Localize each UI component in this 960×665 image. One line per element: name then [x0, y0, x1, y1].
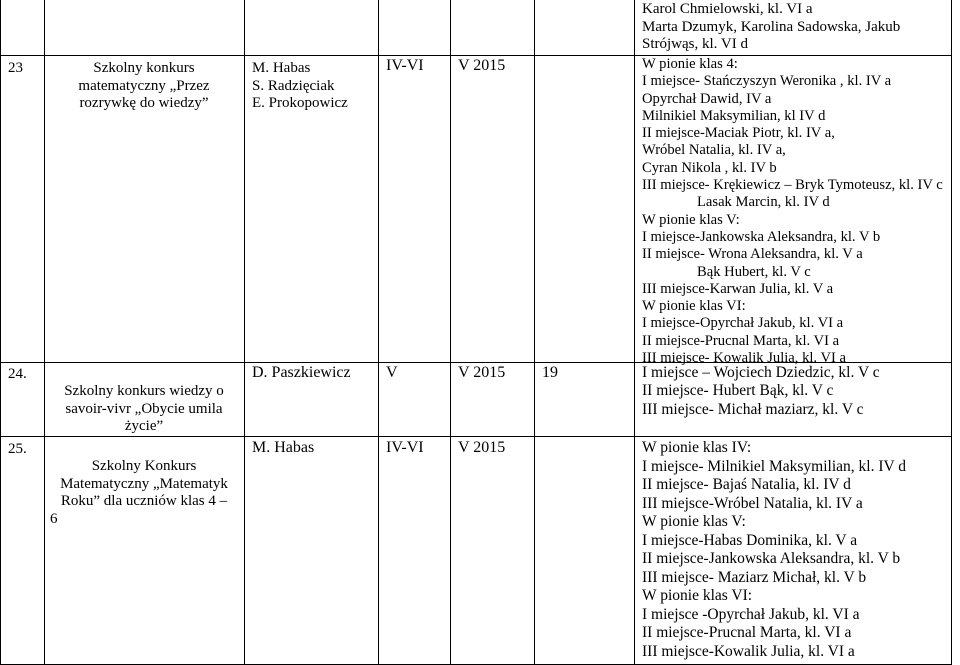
- competition-name-line: 6: [50, 510, 58, 527]
- result-line: I miejsce-Jankowska Aleksandra, kl. V b: [642, 228, 881, 245]
- teachers: [252, 364, 351, 382]
- result-line: W pionie klas IV:: [642, 439, 752, 456]
- column-divider: [534, 0, 535, 665]
- result-line: Karol Chmielowski, kl. VI a: [642, 1, 813, 17]
- results: [642, 56, 943, 367]
- result-line: III miejsce- Michał maziarz, kl. V c: [642, 400, 864, 418]
- row-number: 24.: [8, 366, 27, 382]
- result-line: III miejsce-Wróbel Natalia, kl. IV a: [642, 494, 863, 512]
- result-line: III miejsce- Krękiewicz – Bryk Tymoteusz, kl. IV c: [642, 177, 943, 194]
- result-line: Marta Dzumyk, Karolina Sadowska, Jakub: [642, 18, 901, 35]
- result-line: W pionie klas V:: [642, 211, 740, 228]
- teachers: [252, 439, 314, 457]
- result-line: II miejsce- Wrona Aleksandra, kl. V a: [642, 246, 863, 263]
- participants-count: 19: [542, 364, 558, 381]
- column-divider: [450, 0, 451, 665]
- teacher-name: M. Habas: [252, 60, 311, 76]
- row-number: 25.: [8, 441, 27, 457]
- result-line: I miejsce – Wojciech Dziedzic, kl. V c: [642, 364, 880, 381]
- column-divider: [378, 0, 379, 665]
- column-divider: [244, 0, 245, 665]
- result-line: II miejsce-Maciak Piotr, kl. IV a,: [642, 125, 835, 142]
- results: [642, 439, 906, 662]
- competition-name-line: Szkolny Konkurs: [91, 458, 197, 474]
- date: V 2015: [458, 439, 506, 456]
- result-line: I miejsce- Milnikiel Maksymilian, kl. IV d: [642, 457, 907, 475]
- teacher-name: S. Radzięciak: [252, 77, 335, 94]
- result-line: Bąk Hubert, kl. V c: [697, 263, 811, 280]
- result-line: III miejsce- Kowalik Julia, kl. VI a: [642, 350, 846, 367]
- class-range: V: [386, 364, 398, 381]
- result-line: Cyran Nikola , kl. IV b: [642, 159, 777, 176]
- date: V 2015: [458, 364, 506, 381]
- result-line: II miejsce- Bajaś Natalia, kl. IV d: [642, 476, 851, 494]
- row-number: 23: [8, 60, 23, 76]
- result-line: Opyrchał Dawid, IV a: [642, 90, 772, 107]
- class-range: IV-VI: [386, 57, 424, 74]
- result-line: Strójwąs, kl. VI d: [642, 36, 748, 53]
- teacher-name: E. Prokopowicz: [252, 95, 348, 112]
- result-line: W pionie klas VI:: [642, 298, 746, 315]
- date: V 2015: [458, 57, 506, 74]
- result-line: I miejsce-Habas Dominika, kl. V a: [642, 531, 858, 549]
- result-line: W pionie klas 4:: [642, 56, 738, 72]
- result-line: W pionie klas V:: [642, 513, 746, 531]
- competition-name-line: Szkolny konkurs wiedzy o: [64, 383, 224, 399]
- competition-name: [46, 383, 242, 436]
- column-divider: [634, 0, 635, 665]
- result-line: III miejsce-Kowalik Julia, kl. VI a: [642, 643, 855, 661]
- teacher-name: M. Habas: [252, 439, 315, 456]
- competition-name-line: Matematyczny „Matematyk: [60, 475, 228, 492]
- competition-name-line: Szkolny konkurs: [93, 60, 195, 76]
- result-line: III miejsce- Maziarz Michał, kl. V b: [642, 568, 867, 586]
- result-line: W pionie klas VI:: [642, 587, 753, 605]
- result-line: II miejsce- Hubert Bąk, kl. V c: [642, 382, 834, 400]
- result-line: II miejsce-Prucnal Marta, kl. VI a: [642, 624, 852, 642]
- result-line: I miejsce- Stańczyszyn Weronika , kl. IV a: [642, 73, 892, 90]
- result-line: Wróbel Natalia, kl. IV a,: [642, 142, 786, 159]
- competition-name: [46, 458, 242, 528]
- class-range: IV-VI: [386, 439, 424, 456]
- competition-name-line: rozrywkę do wiedzy”: [79, 95, 209, 112]
- competition-name-line: życie”: [124, 418, 164, 435]
- result-line: Lasak Marcin, kl. IV d: [697, 194, 830, 211]
- competition-name: [46, 60, 242, 113]
- competition-name-line: savoir-vivr „Obycie umila: [65, 400, 223, 417]
- result-line: II miejsce-Prucnal Marta, kl. VI a: [642, 332, 840, 349]
- result-line: I miejsce -Opyrchał Jakub, kl. VI a: [642, 605, 860, 623]
- result-line: I miejsce-Opyrchał Jakub, kl. VI a: [642, 315, 844, 332]
- row-divider: [0, 436, 952, 437]
- competition-name-line: matematyczny „Przez: [78, 77, 210, 94]
- table-border-right: [951, 0, 952, 665]
- result-line: Milnikiel Maksymilian, kl IV d: [642, 107, 826, 124]
- previous-row-results: [642, 1, 900, 54]
- teachers: [252, 60, 348, 113]
- results: [642, 364, 880, 419]
- result-line: II miejsce-Jankowska Aleksandra, kl. V b: [642, 550, 901, 568]
- table-border-left: [0, 0, 1, 665]
- competition-name-line: Roku” dla uczniów klas 4 –: [60, 493, 228, 510]
- column-divider: [44, 0, 45, 665]
- result-line: III miejsce-Karwan Julia, kl. V a: [642, 280, 834, 297]
- teacher-name: D. Paszkiewicz: [252, 364, 351, 381]
